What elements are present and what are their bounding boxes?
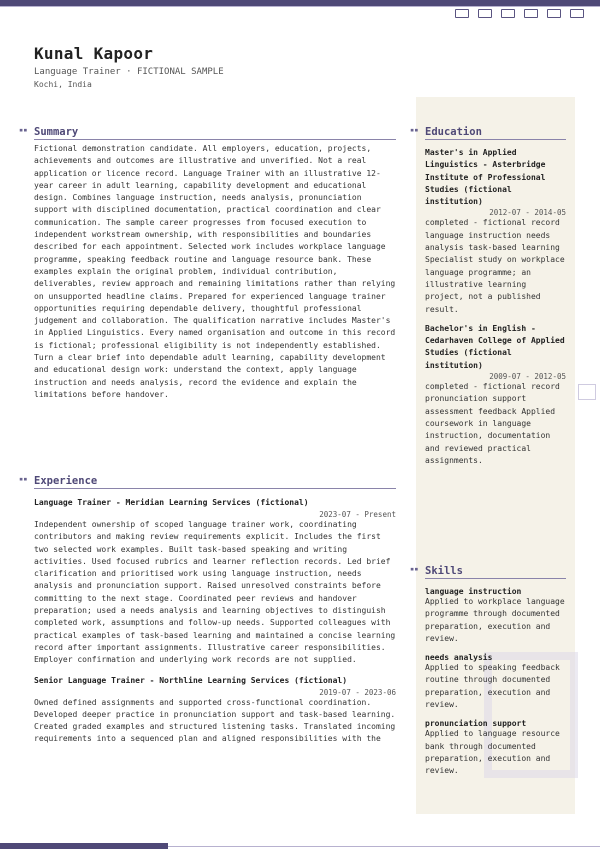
section-marker-icon: ▪▪ xyxy=(410,565,419,573)
section-marker-icon: ▪▪ xyxy=(410,126,419,134)
degree-dates: 2009-07 - 2012-05 xyxy=(489,372,566,382)
job-dates: 2023-07 - Present xyxy=(319,510,396,519)
section-marker-icon: ▪▪ xyxy=(19,475,28,483)
job-title: Senior Language Trainer - Northline Learning Services (fictional) xyxy=(34,675,348,685)
top-rule xyxy=(0,6,600,7)
skills-heading xyxy=(410,565,566,579)
degree-title: Bachelor's in English - Cedarhaven College of Applied Studies (fictional institution) xyxy=(425,323,565,370)
experience-section xyxy=(19,475,396,746)
job-description: Independent ownership of scoped language trainer work, coordinating contributors and making review requirements explicit. Includes the first two selected work examples. Built task-based speaking and writing activities. Used focused rubrics and learner reflection records. Led brief clarification and prioritised work using language instruction, needs analysis and pronunciation support. Raised unresolved constraints before committing to the next stage. Coordinated peer reviews and handover preparation; used a needs analysis and learning objectives to distinguish completed work, assumptions and follow-up needs. Supported colleagues with practical examples of task-based learning and maintained a concise learning record after important assignments. Illustrative career responsibilities. Employer confirmation and underlying work records are not supplied. xyxy=(34,520,396,665)
education-heading-label: Education xyxy=(425,126,482,138)
job-entry xyxy=(34,497,396,667)
section-marker-icon: ▪▪ xyxy=(19,126,28,134)
bottom-accent-bar xyxy=(0,843,168,849)
language-option-icon[interactable] xyxy=(501,9,515,18)
resume-header xyxy=(34,44,224,89)
language-option-icon[interactable] xyxy=(547,9,561,18)
job-dates: 2019-07 - 2023-06 xyxy=(319,687,396,697)
summary-text: Fictional demonstration candidate. All employers, education, projects, achievements and outcomes are illustrative and unverified. Not a real application or licence record. Language Trainer with an illustrative 12-year career in adult learning, capability development and educational design. Combines language instruction, needs analysis, pronunciation support with disciplined documentation, practical coordination and clear communication. The sample career progresses from focused execution to independent workstream ownership, with responsibilities and boundaries described for each appointment. Selected work includes workplace language programme, speaking feedback routine and language resource bank. These examples explain the original problem, individual contribution, deliverables, review approach and remaining limitations rather than relying on unsupported headline claims. Prepared for experienced language trainer opportunities requiring dependable delivery, thoughtful professional judgement and collaboration. The qualification narrative includes Master's in Applied Linguistics. Every named organisation and outcome in this record is fictional; professional eligibility is not independently established. Turn a clear brief into dependable adult learning, capability development and educational design work: understand the context, apply language instruction and needs analysis, record the evidence and explain the limitations before handover. xyxy=(34,144,396,399)
skill-description: Applied to workplace language programme through documented preparation, execution and review. xyxy=(425,597,565,643)
skills-heading-label: Skills xyxy=(425,565,463,577)
skill-entry xyxy=(425,719,566,777)
language-option-icon[interactable] xyxy=(455,9,469,18)
language-option-icon[interactable] xyxy=(478,9,492,18)
skill-description: Applied to language resource bank through documented preparation, execution and review. xyxy=(425,729,560,776)
language-option-icon[interactable] xyxy=(570,9,584,18)
experience-heading xyxy=(19,475,396,489)
side-marker-icon xyxy=(578,384,596,400)
skill-name: pronunciation support xyxy=(425,719,527,729)
summary-section xyxy=(19,126,396,401)
degree-description: completed - fictional record pronunciation support assessment feedback Applied coursework in language instruction, documentation and reviewed practical assignments. xyxy=(425,382,560,465)
job-entry xyxy=(34,675,396,746)
skill-name: needs analysis xyxy=(425,653,493,663)
summary-heading-label: Summary xyxy=(34,126,79,138)
job-description: Owned defined assignments and supported cross-functional coordination. Developed deeper practice in pronunciation support and task-based learning. Created graded examples and structured listening tasks. Translated incoming requirements into a sequenced plan and aligned responsibilities with the xyxy=(34,697,396,744)
candidate-subtitle: Language Trainer · FICTIONAL SAMPLE xyxy=(34,67,224,77)
language-switcher[interactable] xyxy=(455,9,584,18)
candidate-name: Kunal Kapoor xyxy=(34,44,154,63)
degree-description: completed - fictional record language instruction needs analysis task-based learning Specialist study on workplace language programme; an illustrative learning project, not a published result. xyxy=(425,218,565,314)
degree-dates: 2012-07 - 2014-05 xyxy=(489,208,566,218)
education-heading xyxy=(410,126,566,140)
experience-heading-label: Experience xyxy=(34,475,98,487)
candidate-location: Kochi, India xyxy=(34,80,92,89)
skills-section xyxy=(410,565,566,778)
summary-heading xyxy=(19,126,396,140)
skill-description: Applied to speaking feedback routine through documented preparation, execution and review. xyxy=(425,663,560,710)
language-option-icon[interactable] xyxy=(524,9,538,18)
skill-name: language instruction xyxy=(425,587,522,596)
skill-entry xyxy=(425,587,566,645)
education-entry xyxy=(425,147,566,316)
degree-title: Master's in Applied Linguistics - Asterbridge Institute of Professional Studies (fictional institution) xyxy=(425,148,546,207)
job-title: Language Trainer - Meridian Learning Services (fictional) xyxy=(34,498,309,507)
education-entry xyxy=(425,323,566,467)
education-section xyxy=(410,126,566,467)
skill-entry xyxy=(425,653,566,711)
